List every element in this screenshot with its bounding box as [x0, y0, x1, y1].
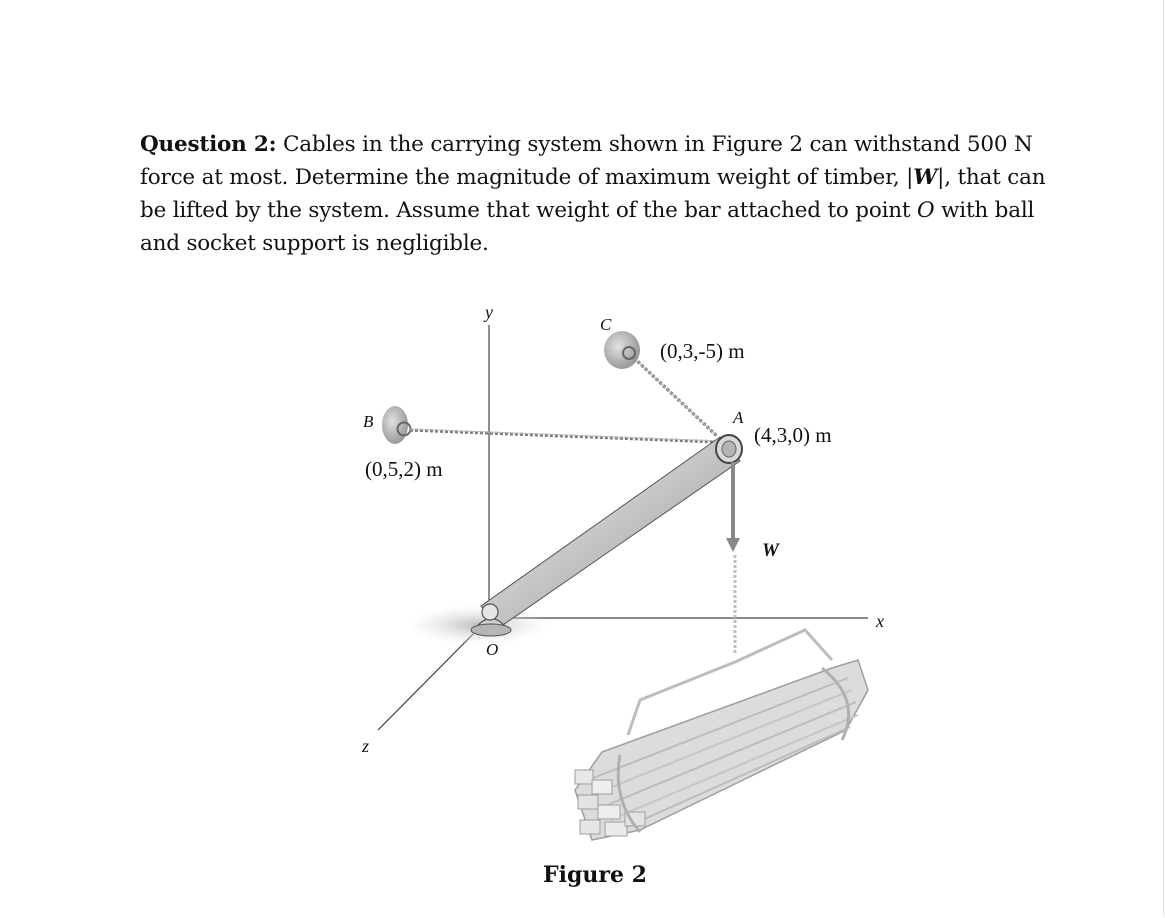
point-b-label: B [363, 412, 374, 431]
cable-b-a [410, 430, 720, 442]
question-text-part-3: with ball and socket support is negligible. [140, 198, 1035, 256]
support-b [382, 406, 411, 444]
point-b-coords: (0,5,2) m [365, 457, 443, 481]
bar-o-a [481, 435, 742, 627]
x-axis-label: x [876, 611, 884, 631]
question-text-part-2: |, that can be lifted by the system. Assume that weight of the bar attached to point [140, 165, 1046, 223]
point-c-coords: (0,3,-5) m [660, 339, 745, 363]
weight-arrow [726, 462, 740, 552]
point-o-symbol: O [917, 198, 935, 223]
y-axis-label: y [485, 302, 493, 322]
point-a-coords: (4,3,0) m [754, 423, 832, 447]
point-c-label: C [600, 315, 612, 334]
figure-caption: Figure 2 [543, 862, 647, 888]
point-o-label: O [486, 640, 499, 659]
support-c [604, 331, 640, 369]
question-text-part-1: Cables in the carrying system shown in Figure 2 can withstand 500 N force at most. Determine the magnitude of maximum weight of timber, | [140, 132, 1033, 190]
weight-label: W [762, 540, 779, 561]
point-a-label: A [733, 408, 744, 427]
z-axis-label: z [362, 736, 370, 756]
weight-symbol: W [913, 165, 938, 190]
timber-bundle [575, 630, 868, 840]
question-label: Question 2: [140, 132, 277, 157]
